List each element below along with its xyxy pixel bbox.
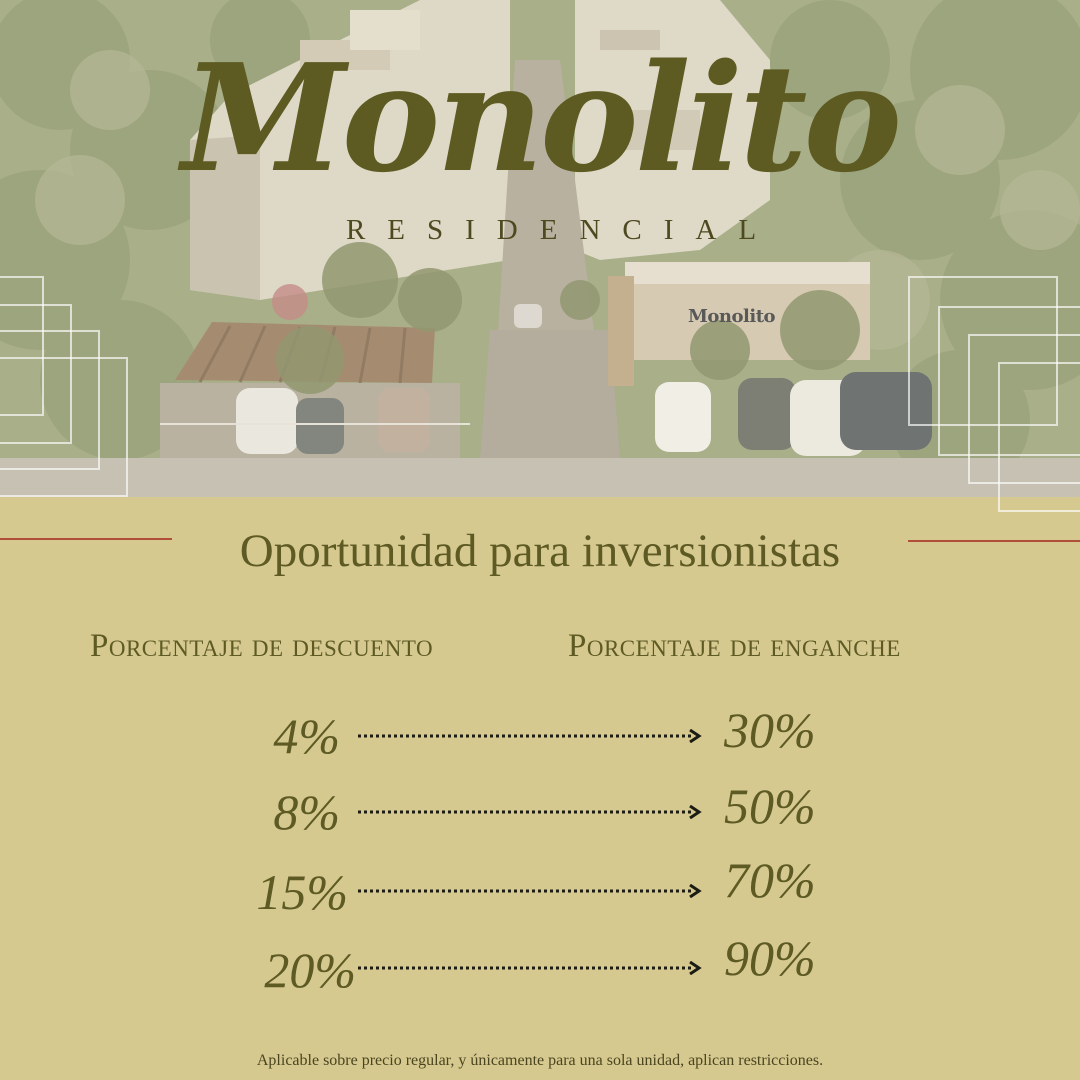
down-payment-value: 70%	[724, 852, 816, 908]
down-payment-column-header: Porcentaje de enganche	[568, 628, 901, 664]
brand-logo: Monolito	[181, 31, 899, 205]
deco-frame	[0, 357, 128, 497]
arrow-icon	[358, 729, 704, 743]
discount-value: 8%	[273, 784, 340, 840]
arrow-icon	[358, 884, 704, 898]
sign-wall-logo: Monolito	[688, 306, 776, 327]
down-payment-value: 30%	[724, 702, 816, 758]
discount-value: 4%	[273, 708, 340, 764]
headline: Oportunidad para inversionistas	[239, 525, 841, 577]
discount-column-header: Porcentaje de descuento	[90, 628, 434, 664]
discount-value: 15%	[256, 864, 348, 920]
brand-subtitle: RESIDENCIAL	[345, 214, 779, 246]
down-payment-value: 90%	[724, 930, 816, 986]
deco-frame	[998, 362, 1080, 512]
disclaimer-text: Aplicable sobre precio regular, y únicamente para una sola unidad, aplican restricciones.	[256, 1052, 824, 1069]
down-payment-value: 50%	[724, 778, 816, 834]
discount-value: 20%	[264, 942, 356, 998]
arrow-icon	[358, 961, 704, 975]
arrow-icon	[358, 805, 704, 819]
